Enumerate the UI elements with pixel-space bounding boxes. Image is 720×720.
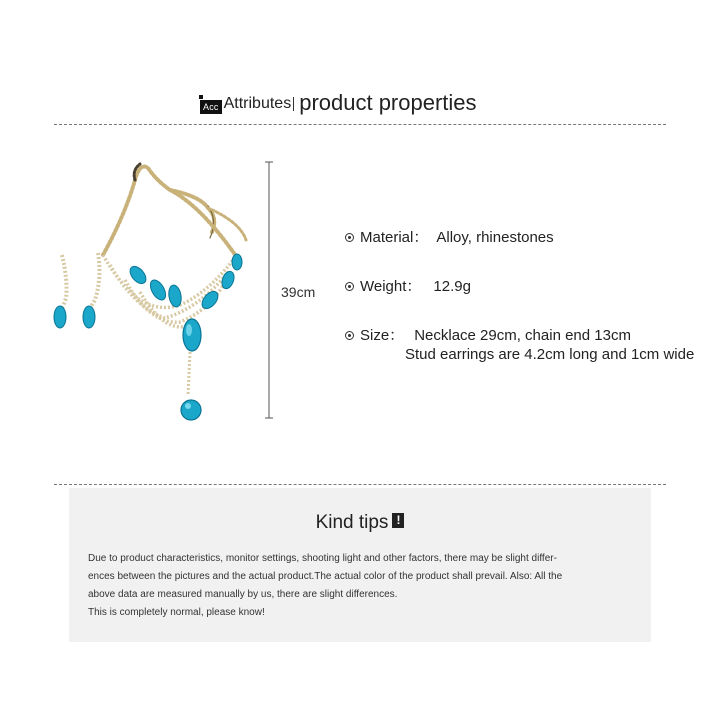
spec-size [345,324,631,345]
spec-weight [345,275,471,296]
target-bullet-icon [345,233,354,242]
header-label-en: Attributes [223,95,292,112]
tips-line: This is completely normal, please know! [88,607,265,618]
header-badge-text: Acc [203,102,219,112]
kind-tips-panel [69,488,651,642]
spec-material [345,226,554,247]
spec-size-label: Size： [360,327,405,344]
header-badge [200,100,222,114]
target-bullet-icon [345,331,354,340]
tips-line: Due to product characteristics, monitor settings, shooting light and other factors, there may be slight differ- [88,553,557,564]
necklace-chain [103,164,246,256]
dashed-divider-bottom [54,484,666,485]
earring-right [83,253,99,328]
spec-size-value-line1: Necklace 29cm, chain end 13cm [414,327,631,344]
kind-tips-title [69,512,651,534]
spec-weight-label: Weight： [360,278,422,295]
page-title: product properties [299,90,477,115]
kind-tips-title-text: Kind tips [315,512,389,533]
tips-line: above data are measured manually by us, there are slight differences. [88,589,398,600]
tips-line: ences between the pictures and the actual product.The actual color of the product shall prevail. Also: All the [88,571,563,582]
exclamation-icon: ! [392,513,404,528]
spec-material-label: Material： [360,229,429,246]
necklace-drop [181,352,201,420]
vertical-dimension-icon [262,160,276,420]
header-divider [293,97,294,111]
badge-dot-icon [199,95,203,99]
product-image-necklace-earrings [40,150,270,430]
spec-size-value-line2: Stud earrings are 4.2cm long and 1cm wide [405,346,695,363]
dimension-label: 39cm [281,284,316,300]
earring-left [54,255,67,328]
spec-weight-value: 12.9g [433,278,471,295]
spec-material-value: Alloy, rhinestones [436,229,554,246]
kind-tips-text [88,550,643,622]
target-bullet-icon [345,282,354,291]
dashed-divider-top [54,124,666,125]
section-header [200,84,477,114]
